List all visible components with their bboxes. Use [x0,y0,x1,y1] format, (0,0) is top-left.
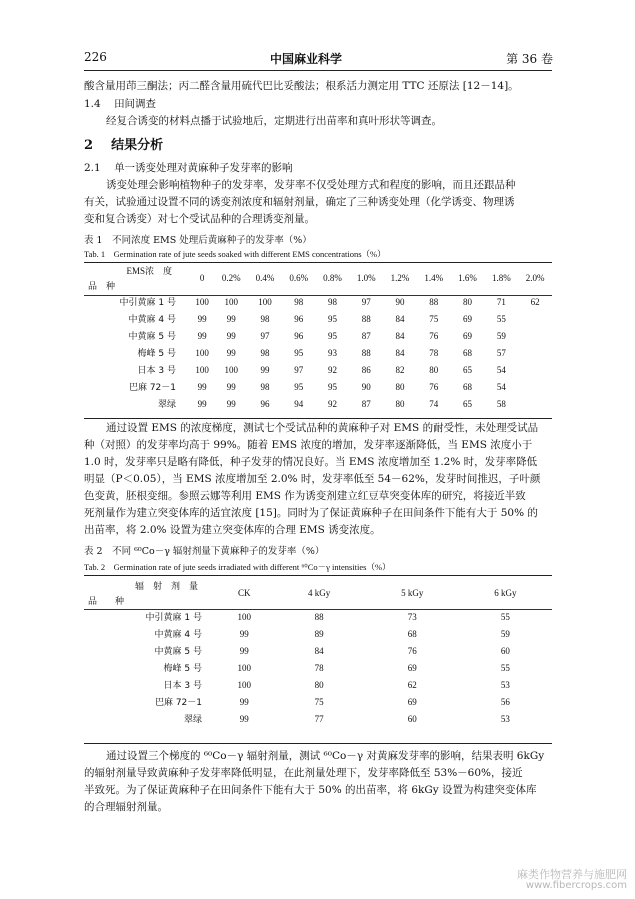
table-cell: 99 [197,313,207,324]
table-cell: 88 [361,347,371,358]
table-cell: 96 [294,313,304,324]
table-cell [518,327,552,344]
table-cell: 99 [260,364,270,375]
paragraph-line: 的合理辐射剂量。 [84,801,168,813]
table-cell [518,378,552,395]
table-cell: 73 [407,611,417,622]
table-cell: 99 [226,313,236,324]
table-cell: 80 [314,679,324,690]
table-cell: 100 [195,347,209,358]
table-cell: 68 [407,628,417,639]
table-cell: 95 [294,347,304,358]
table-cell: 99 [197,398,207,409]
table-row [84,642,552,659]
table-1-caption-cn: 表 1 不同浓度 EMS 处理后黄麻种子的发芽率（%） [84,235,312,246]
table-cell: 69 [407,696,417,707]
section-title: 田间调查 [114,98,157,110]
table-cell: 84 [395,347,405,358]
variety-name: 翠绿 [183,715,202,725]
table-cell: 97 [260,330,270,341]
table-cell: 55 [496,313,506,324]
table-cell: 98 [327,296,337,307]
table-2 [84,578,552,727]
table-cell: 89 [314,628,324,639]
table-cell: 56 [500,696,510,707]
column-header: 1.2% [390,273,410,283]
table-row [84,310,552,327]
table-cell: 100 [258,296,272,307]
table-cell: 78 [314,662,324,673]
section-2-heading [84,134,163,153]
variety-name: 中引黄麻 1 号 [119,298,176,308]
variety-name: 巴麻 72－1 [154,698,202,708]
table-cell: 84 [395,330,405,341]
table-cell: 98 [260,313,270,324]
table-1-header-rule [84,295,552,296]
table-row [84,395,552,412]
header-rule [84,70,552,71]
table-cell: 100 [195,364,209,375]
table-cell: 69 [463,330,473,341]
table-cell: 100 [195,296,209,307]
variety-name: 中引黄麻 1 号 [145,613,202,623]
paragraph-line: 种（对照）的发芽率均高于 99%。随着 EMS 浓度的增加，发芽率逐渐降低，当 EMS 浓度小于 [84,439,533,451]
table-cell: 68 [463,347,473,358]
table-cell [518,344,552,361]
table-cell: 99 [226,330,236,341]
table-cell: 76 [407,645,417,656]
table-cell: 97 [361,296,371,307]
table-cell: 90 [395,296,405,307]
table-cell: 80 [429,364,439,375]
paragraph-line: 通过设置 EMS 的浓度梯度，测试七个受试品种的黄麻种子对 EMS 的耐受性，未处理受试品 [106,422,539,434]
corner-bottom-label: 品 种 [88,281,116,291]
table-cell: 84 [314,645,324,656]
table-cell: 96 [294,330,304,341]
table-corner-cell [84,578,216,608]
corner-top-label: 辐 射 剂 量 [134,581,198,591]
variety-name: 巴麻 72－1 [128,383,176,393]
table-cell: 62 [407,679,417,690]
table-row [84,378,552,395]
paragraph-line: 1.0 时，发芽率只是略有降低，种子发芽的情况良好。当 EMS 浓度增加至 1.2% 时，发芽率降低 [84,456,538,468]
table-2-caption-en: Tab. 2 Germination rate of jute seeds irradiated with different ⁶⁰Co－γ intensities（%） [84,562,391,572]
table-cell: 99 [239,713,249,724]
table-row [84,676,552,693]
table-cell: 55 [500,611,510,622]
paragraph-line: 的辐射剂量导致黄麻种子发芽率降低明显，在此剂量处理下，发芽率降低至 53%－60%，接近 [84,767,523,779]
paragraph-line: 出苗率，将 2.0% 设置为建立突变体库的合理 EMS 诱变浓度。 [84,524,381,536]
table-cell: 76 [429,330,439,341]
column-header: 0.2% [221,273,241,283]
table-cell: 100 [224,364,238,375]
table-cell: 53 [500,679,510,690]
table-cell: 75 [429,313,439,324]
table-cell: 57 [496,347,506,358]
table-2-top-rule [84,575,552,576]
column-header: 1.0% [356,273,376,283]
table-cell [518,395,552,412]
paragraph-line: 通过设置三个梯度的 ⁶⁰Co－γ 辐射剂量，测试 ⁶⁰Co－γ 对黄麻发芽率的影响，结果表明 6kGy [106,750,545,762]
table-row [84,361,552,378]
table-header-row [84,263,552,293]
table-cell: 100 [237,662,251,673]
table-row [84,625,552,642]
column-header: 6 kGy [494,588,517,598]
table-row [84,327,552,344]
table-cell: 78 [429,347,439,358]
table-1 [84,263,552,412]
table-cell: 80 [463,296,473,307]
page-number: 226 [84,50,107,64]
table-cell: 99 [239,628,249,639]
table-cell: 76 [429,381,439,392]
variety-name: 中黄麻 5 号 [154,647,202,657]
table-cell: 99 [226,381,236,392]
column-header: 5 kGy [401,588,424,598]
column-header: CK [238,588,251,598]
corner-top-label: EMS浓 度 [126,266,172,276]
table-2-caption-cn: 表 2 不同 ⁶⁰Co－γ 辐射剂量下黄麻种子的发芽率（%） [84,546,325,557]
table-cell: 59 [496,330,506,341]
column-header: 1.4% [424,273,444,283]
table-cell: 55 [500,662,510,673]
table-cell: 84 [395,313,405,324]
section-number: 2.1 [84,162,101,174]
column-header: 1.6% [458,273,477,283]
table-cell: 69 [463,313,473,324]
table-cell [518,361,552,378]
table-cell: 80 [395,381,405,392]
variety-name: 梅峰 5 号 [163,664,202,674]
paragraph-line: 半致死。为了保证黄麻种子在田间条件下能有大于 50% 的出苗率，将 6kGy 设置为构建突变体库 [84,784,537,796]
corner-bottom-label: 品 种 [88,596,125,606]
table-cell: 99 [226,347,236,358]
column-header: 2.0% [525,273,545,283]
table-cell: 58 [496,398,506,409]
paragraph-line: 明显（P＜0.05），当 EMS 浓度增加至 2.0% 时，发芽率低至 54－62%，发芽时间推迟，子叶颜 [84,473,541,485]
watermark-url: www.fibercrops.com [525,880,627,891]
table-cell: 95 [294,381,304,392]
paragraph-line: 死剂量作为建立突变体库的适宜浓度 [15]。同时为了保证黄麻种子在田间条件下能有大于 50% 的 [84,507,538,519]
table-row [84,659,552,676]
table-cell: 98 [260,347,270,358]
section-number: 1.4 [84,98,101,110]
table-1-caption-en: Tab. 1 Germination rate of jute seeds soaked with different EMS concentrations（%） [84,249,386,259]
table-cell: 100 [237,611,251,622]
table-cell: 95 [327,330,337,341]
table-cell: 74 [429,398,439,409]
table-cell: 88 [361,313,371,324]
column-header: 0.6% [289,273,309,283]
table-cell: 80 [395,398,405,409]
table-2-bottom-rule [84,743,552,744]
column-header: 0.4% [255,273,275,283]
column-header: 0.8% [323,273,342,283]
table-cell: 68 [463,381,473,392]
variety-name: 中黄麻 5 号 [128,332,176,342]
table-cell: 99 [197,381,207,392]
table-cell: 69 [407,662,417,673]
paragraph-line: 变和复合诱变）对七个受试品种的合理诱变剂量。 [84,213,315,225]
variety-name: 中黄麻 4 号 [128,315,176,325]
table-cell: 71 [496,296,506,307]
table-row [84,344,552,361]
section-title: 结果分析 [111,138,164,153]
table-2-header-rule [84,609,552,610]
variety-name: 日本 3 号 [163,681,202,691]
variety-name: 中黄麻 4 号 [154,630,202,640]
watermark-site-name: 麻类作物营养与施肥网 [517,868,627,881]
paragraph-line: 诱变处理会影响植物种子的发芽率，发芽率不仅受处理方式和程度的影响，而且还跟品种 [106,179,516,191]
table-cell: 53 [500,713,510,724]
table-cell: 75 [314,696,324,707]
paragraph-line: 有关，试验通过设置不同的诱变剂浓度和辐射剂量，确定了三种诱变处理（化学诱变、物理诱 [84,196,515,208]
table-cell: 97 [294,364,304,375]
table-cell: 92 [327,364,337,375]
table-cell: 100 [237,679,251,690]
table-cell: 65 [463,364,473,375]
table-cell: 54 [496,364,506,375]
section-title: 单一诱变处理对黄麻种子发芽率的影响 [114,162,293,174]
table-cell [518,310,552,327]
table-cell: 60 [407,713,417,724]
variety-name: 日本 3 号 [137,366,176,376]
table-cell: 99 [197,330,207,341]
table-cell: 77 [314,713,324,724]
table-cell: 59 [500,628,510,639]
section-2-1-heading [84,160,293,175]
table-cell: 92 [327,398,337,409]
table-cell: 93 [327,347,337,358]
table-cell: 99 [239,696,249,707]
section-number: 2 [84,138,94,153]
table-cell: 100 [224,296,238,307]
table-row [84,710,552,727]
intro-line: 酸含量用茚三酮法；丙二醛含量用硫代巴比妥酸法；根系活力测定用 TTC 还原法 [12－14]。 [84,80,519,92]
column-header: 0 [199,273,205,283]
variety-name: 翠绿 [157,400,176,410]
table-cell: 98 [294,296,304,307]
table-cell: 94 [294,398,304,409]
table-cell: 54 [496,381,506,392]
variety-name: 梅峰 5 号 [137,349,176,359]
table-cell: 88 [429,296,439,307]
table-cell: 95 [327,313,337,324]
volume-label: 第 36 卷 [506,52,553,66]
paragraph-line: 色变黄，胚根变细。参照云娜等利用 EMS 作为诱变剂建立红豆草突变体库的研究，将接近半致 [84,490,526,502]
column-header: 1.8% [491,273,511,283]
table-cell: 60 [500,645,510,656]
table-cell: 82 [395,364,405,375]
journal-title: 中国麻业科学 [270,52,343,66]
table-cell: 95 [327,381,337,392]
column-header: 4 kGy [307,588,331,598]
table-cell: 96 [260,398,270,409]
table-row [84,608,552,625]
table-1-bottom-rule [84,418,552,419]
table-cell: 87 [361,398,371,409]
table-row [84,693,552,710]
table-cell: 98 [260,381,270,392]
section-1-4-heading [84,96,156,111]
table-cell: 62 [530,296,540,307]
table-corner-cell [84,263,190,293]
table-cell: 99 [226,398,236,409]
table-cell: 86 [361,364,371,375]
table-cell: 88 [314,611,324,622]
table-header-row [84,578,552,608]
table-cell: 90 [361,381,371,392]
table-cell: 99 [239,645,249,656]
table-cell: 87 [361,330,371,341]
table-cell: 65 [463,398,473,409]
section-1-4-text: 经复合诱变的材料点播于试验地后，定期进行出苗率和真叶形状等调查。 [106,115,442,127]
